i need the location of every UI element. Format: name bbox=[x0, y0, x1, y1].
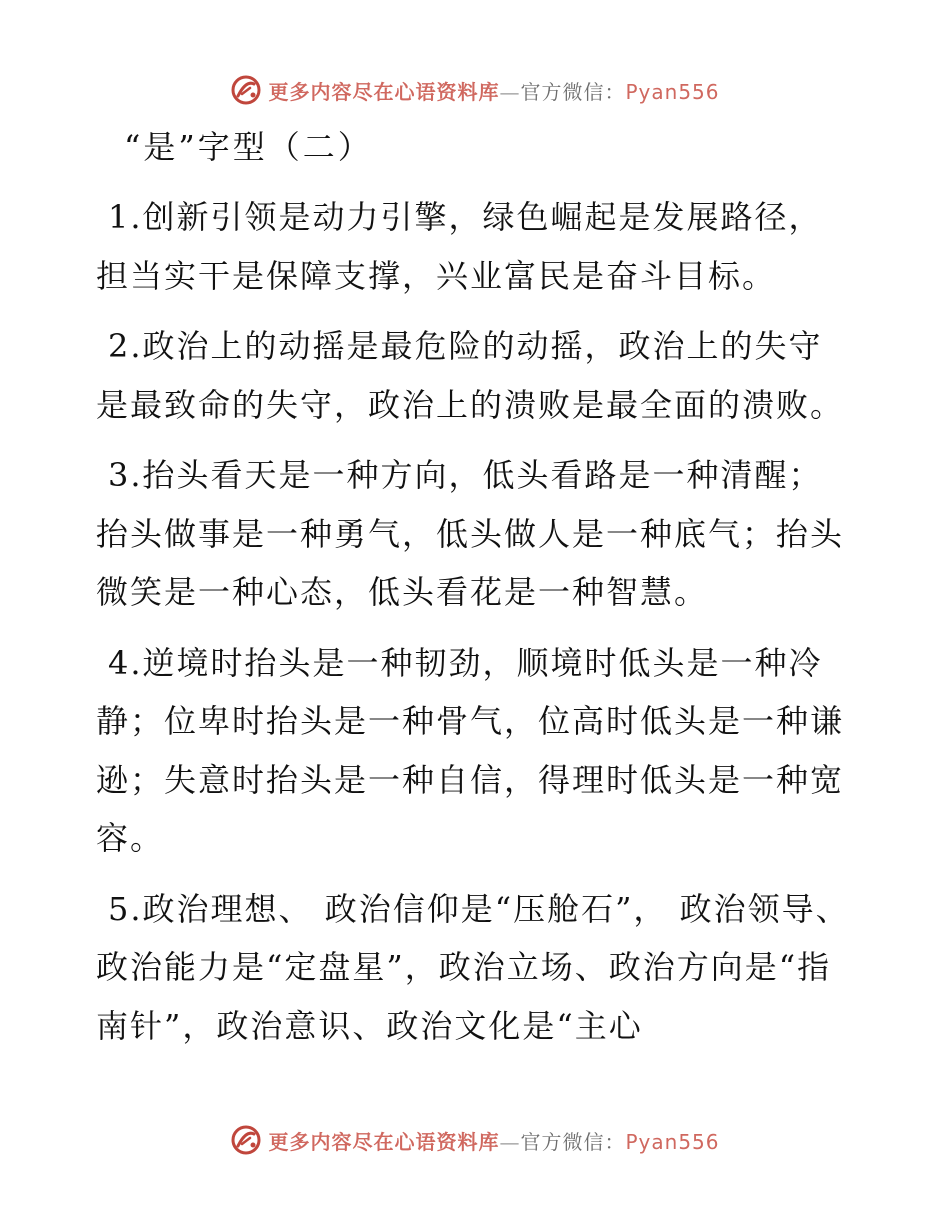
paragraph-5: 5.政治理想、 政治信仰是“压舱石”， 政治领导、政治能力是“定盘星”，政治立场、政治方向是“指南针”，政治意识、政治文化是“主心 bbox=[96, 889, 850, 1045]
paragraph-3: 3.抬头看天是一种方向，低头看路是一种清醒；抬头做事是一种勇气，低头做人是一种底气；抬头微笑是一种心态，低头看花是一种智慧。 bbox=[96, 456, 845, 611]
watermark-separator: — bbox=[499, 79, 521, 104]
watermark-main-text: 更多内容尽在心语资料库 bbox=[268, 1129, 500, 1154]
paragraph-2: 2.政治上的动摇是最危险的动摇，政治上的失守是最致命的失守，政治上的溃败是最全面的溃败。 bbox=[96, 327, 845, 424]
watermark-wechat-id: Pyan556 bbox=[625, 1129, 720, 1154]
watermark-wechat-id: Pyan556 bbox=[625, 79, 720, 104]
paragraph-4: 4.逆境时抬头是一种韧劲，顺境时低头是一种冷静；位卑时抬头是一种骨气，位高时低头是一种谦逊；失意时抬头是一种自信，得理时低头是一种宽容。 bbox=[96, 643, 845, 857]
watermark-official-text: 官方微信： bbox=[520, 1129, 626, 1154]
watermark-text bbox=[268, 76, 719, 105]
header-watermark bbox=[0, 72, 950, 108]
document-body bbox=[96, 120, 856, 1067]
footer-watermark bbox=[0, 1122, 950, 1158]
watermark-official-text: 官方微信： bbox=[520, 79, 626, 104]
logo-icon bbox=[230, 74, 262, 106]
watermark-separator: — bbox=[499, 1129, 521, 1154]
paragraph-1: 1.创新引领是动力引擎，绿色崛起是发展路径，担当实干是保障支撑，兴业富民是奋斗目标。 bbox=[96, 198, 823, 295]
document-title: “是”字型（二） bbox=[124, 128, 373, 166]
watermark-text bbox=[268, 1126, 719, 1155]
logo-icon bbox=[230, 1124, 262, 1156]
watermark-main-text: 更多内容尽在心语资料库 bbox=[268, 79, 500, 104]
